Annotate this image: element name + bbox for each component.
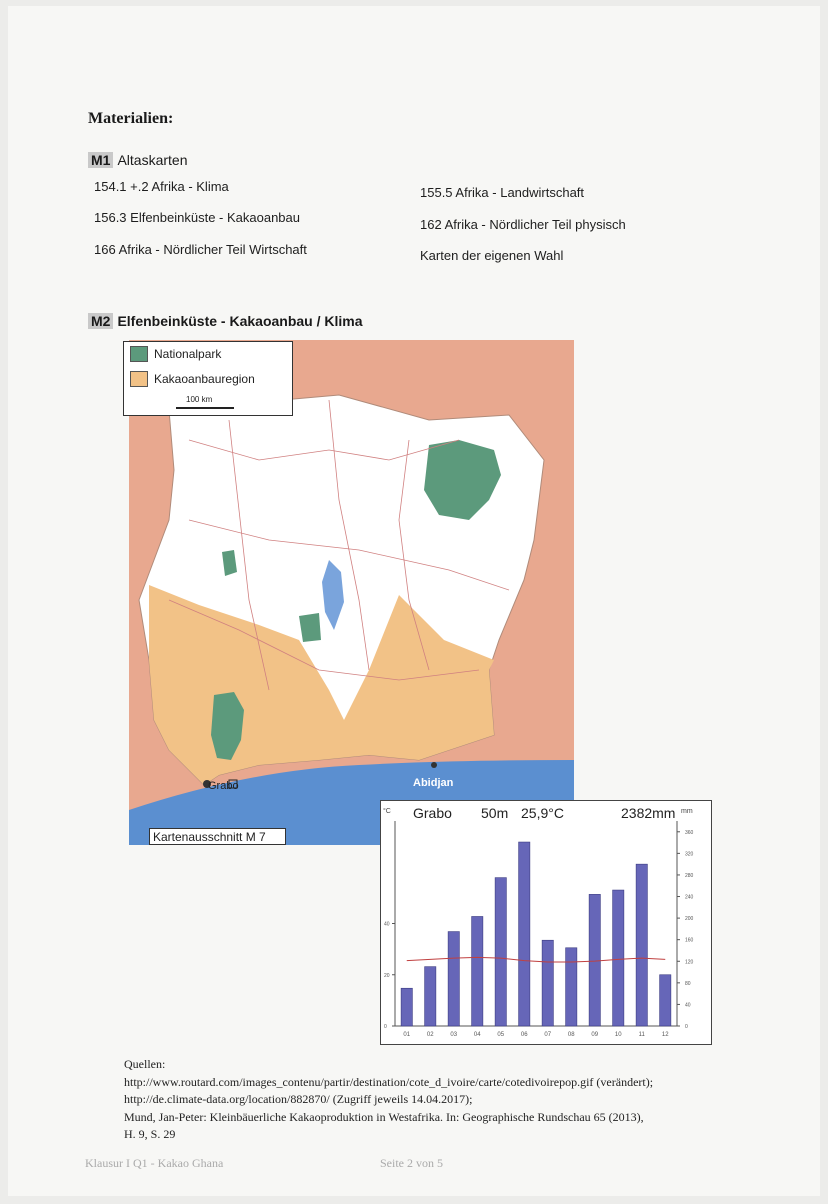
month-label-09: 09 (591, 1032, 599, 1038)
legend-nationalpark (130, 346, 221, 362)
abidjan-marker (431, 762, 437, 768)
mean-temperature: 25,9°C (521, 805, 564, 821)
m1-left-item-3: 166 Afrika - Nördlicher Teil Wirtschaft (94, 242, 307, 257)
source-line-3: Mund, Jan-Peter: Kleinbäuerliche Kakaoproduktion in Westafrika. In: Geographische Rundschau 65 (2013), (124, 1110, 644, 1124)
month-label-07: 07 (544, 1032, 552, 1038)
right-tick-label: 0 (685, 1024, 688, 1030)
kakao-swatch (130, 371, 148, 387)
station-altitude: 50m (481, 805, 509, 821)
precip-bar-01 (401, 988, 412, 1026)
m1-left-item-1: 154.1 +.2 Afrika - Klima (94, 179, 229, 194)
source-line-1: http://www.routard.com/images_contenu/partir/destination/cote_d_ivoire/carte/cotedivoirepop.gif (verändert); (124, 1075, 654, 1089)
left-tick-label: 40 (384, 921, 390, 928)
month-label-03: 03 (450, 1032, 458, 1038)
m1-badge: M1 (88, 152, 113, 168)
precip-bar-05 (495, 878, 506, 1026)
legend-kakao (130, 371, 255, 387)
month-label-01: 01 (403, 1032, 411, 1038)
right-tick-label: 40 (685, 1002, 691, 1009)
map-cutout-label: Kartenausschnitt M 7 (149, 828, 286, 845)
abidjan-label: Abidjan (413, 777, 454, 789)
precip-bar-09 (589, 894, 600, 1026)
m1-title: Altaskarten (117, 152, 188, 168)
month-label-05: 05 (497, 1032, 505, 1038)
precip-bar-10 (613, 890, 624, 1026)
precip-bar-07 (542, 940, 553, 1026)
footer-left: Klausur I Q1 - Kakao Ghana (85, 1156, 224, 1170)
month-label-04: 04 (473, 1032, 481, 1038)
m1-left-item-2: 156.3 Elfenbeinküste - Kakaoanbau (94, 210, 300, 225)
m1-right-item-2: 162 Afrika - Nördlicher Teil physisch (420, 217, 626, 232)
scale-label: 100 km (186, 395, 213, 404)
left-unit-label: °C (383, 808, 391, 815)
precip-bar-04 (472, 916, 483, 1026)
right-tick-label: 360 (685, 829, 694, 836)
precip-bar-02 (425, 967, 436, 1026)
month-label-06: 06 (520, 1032, 528, 1038)
footer-right: Seite 2 von 5 (380, 1156, 443, 1170)
climate-plot (381, 801, 711, 1044)
right-tick-label: 120 (685, 959, 694, 966)
m1-right-item-3: Karten der eigenen Wahl (420, 248, 564, 263)
right-tick-label: 280 (685, 872, 694, 879)
month-label-11: 11 (638, 1032, 645, 1038)
source-line-2: http://de.climate-data.org/location/882870/ (Zugriff jeweils 14.04.2017); (124, 1092, 473, 1106)
legend-kakao-label: Kakaoanbauregion (154, 372, 255, 386)
station-name: Grabo (413, 805, 452, 821)
precip-bar-11 (636, 864, 647, 1026)
scale-bar (176, 407, 234, 409)
left-tick-label: 20 (384, 972, 390, 979)
right-tick-label: 160 (685, 937, 694, 944)
m1-header (88, 152, 188, 168)
right-tick-label: 200 (685, 916, 694, 923)
right-tick-label: 320 (685, 851, 694, 858)
map-legend (123, 341, 293, 416)
m2-badge: M2 (88, 313, 113, 329)
temperature-line (407, 957, 666, 962)
m2-header (88, 313, 363, 329)
precip-bar-08 (566, 948, 577, 1026)
source-line-4: H. 9, S. 29 (124, 1127, 176, 1141)
annual-precipitation: 2382mm (621, 805, 676, 821)
month-label-08: 08 (567, 1032, 575, 1038)
left-tick-label: 0 (384, 1024, 387, 1030)
right-tick-label: 240 (685, 894, 694, 901)
month-label-10: 10 (614, 1032, 622, 1038)
grabo-label: Grabo (208, 780, 239, 792)
precip-bar-03 (448, 932, 459, 1026)
month-label-12: 12 (661, 1032, 669, 1038)
precip-bar-06 (519, 842, 530, 1026)
month-label-02: 02 (426, 1032, 434, 1038)
right-tick-label: 80 (685, 980, 691, 987)
climate-diagram (380, 800, 712, 1045)
precip-bar-12 (660, 975, 671, 1026)
sources-label: Quellen: (124, 1057, 166, 1071)
right-unit-label: mm (681, 808, 693, 815)
m2-title: Elfenbeinküste - Kakaoanbau / Klima (117, 313, 363, 329)
nationalpark-swatch (130, 346, 148, 362)
page-heading: Materialien: (88, 110, 174, 127)
legend-nationalpark-label: Nationalpark (154, 347, 222, 361)
m1-right-item-1: 155.5 Afrika - Landwirtschaft (420, 185, 585, 200)
